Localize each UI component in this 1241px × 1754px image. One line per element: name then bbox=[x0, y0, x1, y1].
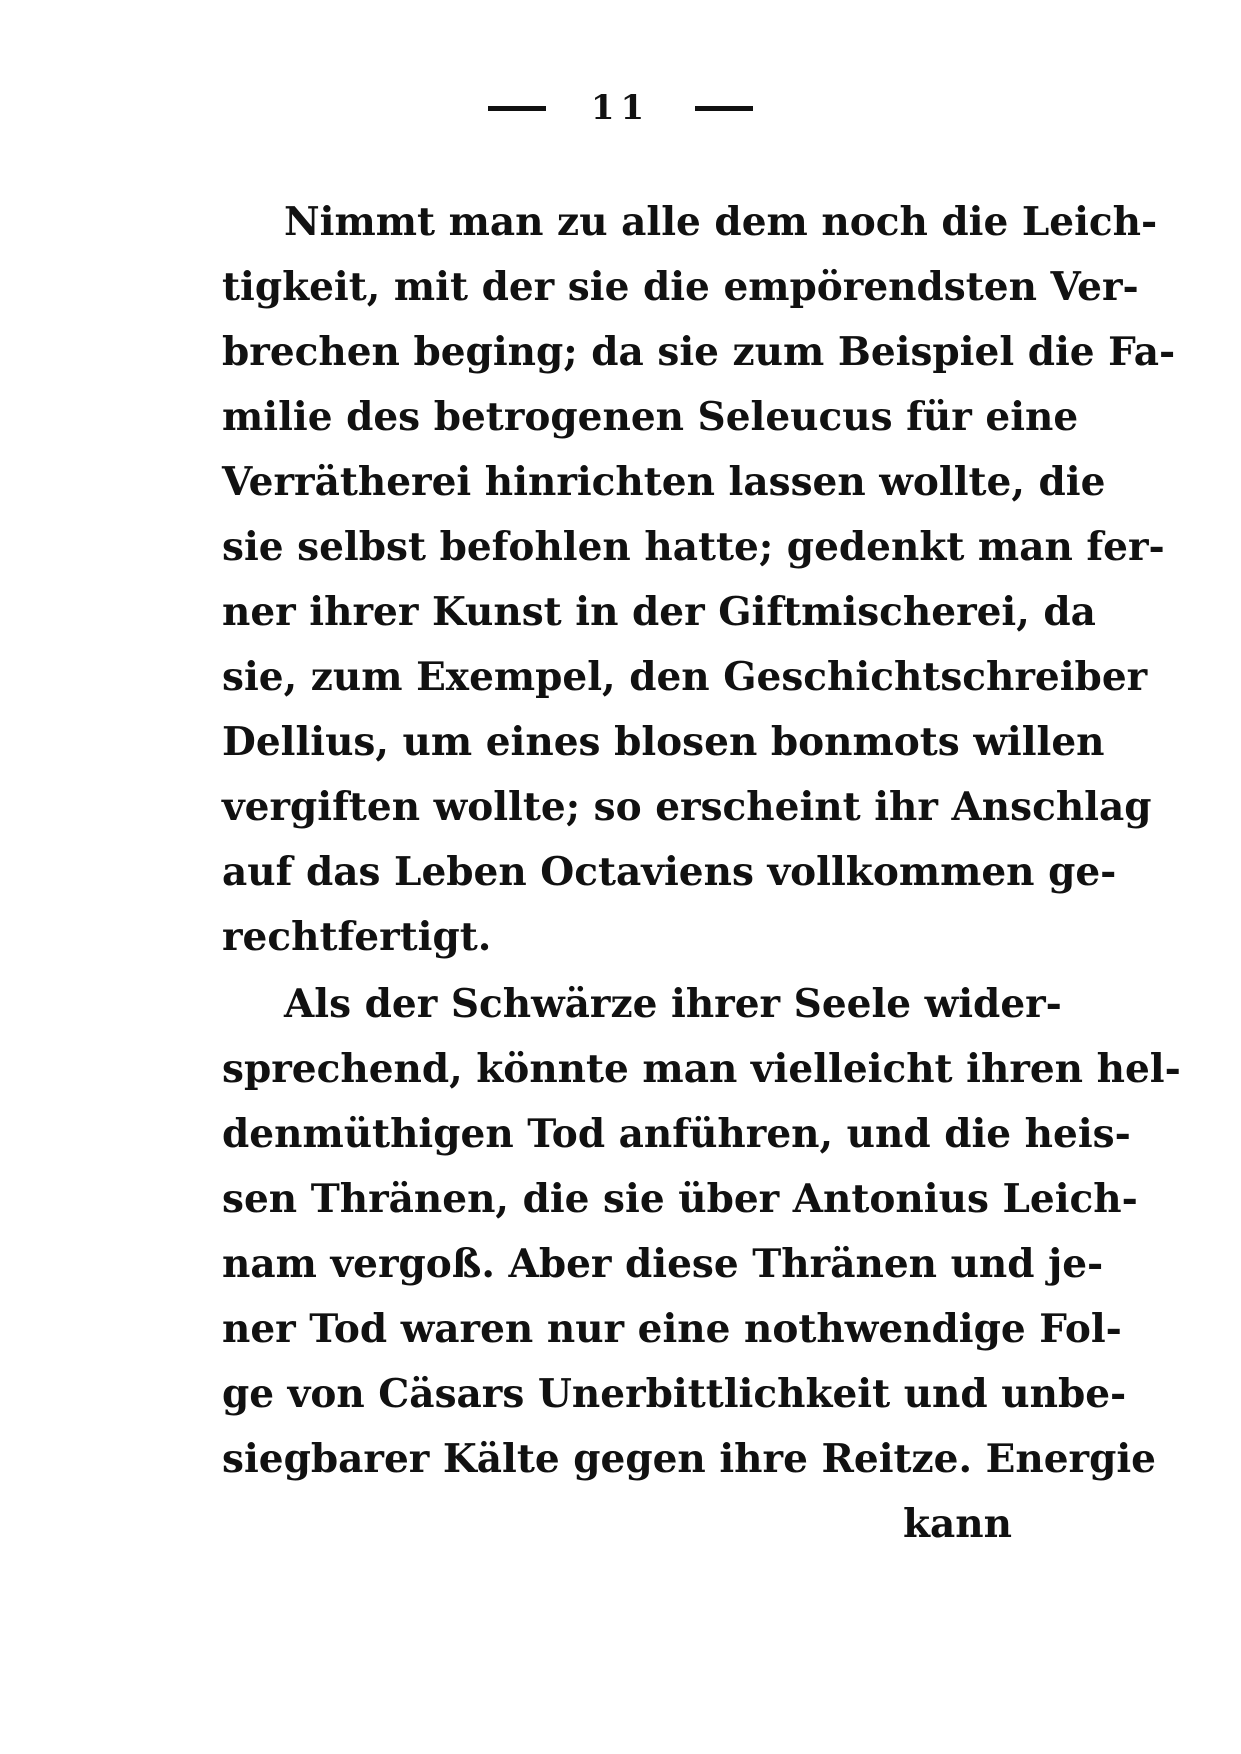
text-line: sie selbst befohlen hatte; gedenkt man fer- bbox=[222, 524, 1165, 570]
text-line: sprechend, könnte man vielleicht ihren hel- bbox=[222, 1046, 1181, 1092]
paragraph-1 bbox=[222, 190, 1176, 970]
text-line: nam vergoß. Aber diese Thränen und je- bbox=[222, 1241, 1104, 1287]
text-line: tigkeit, mit der sie die empörendsten Ver- bbox=[222, 264, 1139, 310]
text-line: sen Thränen, die sie über Antonius Leich- bbox=[222, 1176, 1138, 1222]
text-line: Nimmt man zu alle dem noch die Leich- bbox=[284, 199, 1158, 245]
body-text bbox=[222, 190, 1181, 1557]
text-line: denmüthigen Tod anführen, und die heis- bbox=[222, 1111, 1131, 1157]
text-line: Als der Schwärze ihrer Seele wider- bbox=[284, 981, 1062, 1027]
text-line: rechtfertigt. bbox=[222, 914, 492, 960]
catchword: kann bbox=[902, 1501, 1012, 1547]
text-line: Verrätherei hinrichten lassen wollte, die bbox=[222, 459, 1106, 505]
header-right-dash bbox=[695, 106, 753, 111]
page-number: 11 bbox=[590, 88, 651, 128]
text-line: Dellius, um eines blosen bonmots willen bbox=[222, 719, 1105, 765]
text-line: siegbarer Kälte gegen ihre Reitze. Energie bbox=[222, 1436, 1156, 1482]
text-line: sie, zum Exempel, den Geschichtschreiber bbox=[222, 654, 1148, 700]
text-line: auf das Leben Octaviens vollkommen ge- bbox=[222, 849, 1117, 895]
text-line: vergiften wollte; so erscheint ihr Anschlag bbox=[222, 784, 1152, 830]
text-line: ge von Cäsars Unerbittlichkeit und unbe- bbox=[222, 1371, 1127, 1417]
text-line: ner ihrer Kunst in der Giftmischerei, da bbox=[222, 589, 1096, 635]
text-line: brechen beging; da sie zum Beispiel die Fa- bbox=[222, 329, 1176, 375]
text-line: ner Tod waren nur eine nothwendige Fol- bbox=[222, 1306, 1122, 1352]
text-line: milie des betrogenen Seleucus für eine bbox=[222, 394, 1079, 440]
header-left-dash bbox=[488, 106, 546, 111]
page-header bbox=[0, 88, 1241, 128]
paragraph-2 bbox=[222, 972, 1181, 1492]
